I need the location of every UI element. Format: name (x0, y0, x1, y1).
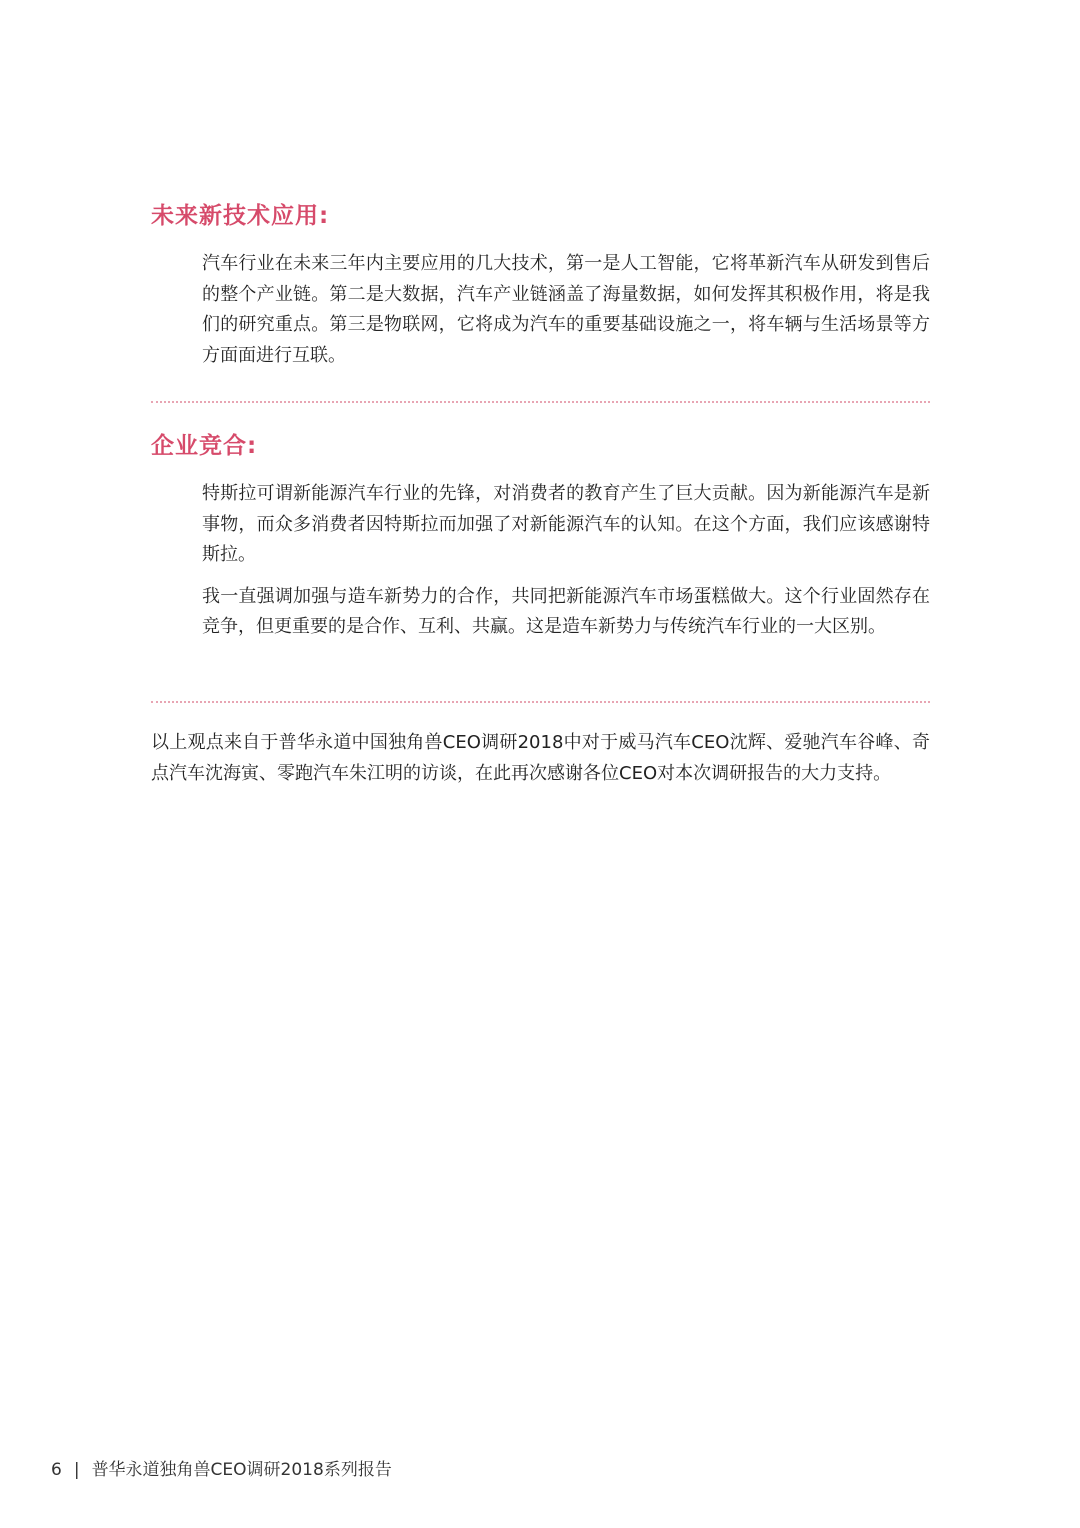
section-divider (151, 401, 930, 403)
page-footer (51, 1458, 392, 1482)
section-divider (151, 701, 930, 703)
paragraph: 特斯拉可谓新能源汽车行业的先锋，对消费者的教育产生了巨大贡献。因为新能源汽车是新事物，而众多消费者因特斯拉而加强了对新能源汽车的认知。在这个方面，我们应该感谢特斯拉。 (202, 483, 930, 565)
footer-separator: | (73, 1460, 80, 1480)
paragraph: 我一直强调加强与造车新势力的合作，共同把新能源汽车市场蛋糕做大。这个行业固然存在竞争，但更重要的是合作、互利、共赢。这是造车新势力与传统汽车行业的一大区别。 (202, 585, 930, 637)
page-number: 6 (51, 1460, 62, 1480)
footer-report-title: 普华永道独角兽CEO调研2018系列报告 (91, 1460, 392, 1480)
section-heading-competition: 企业竞合: (151, 433, 258, 459)
section-body-competition (202, 479, 930, 654)
paragraph: 汽车行业在未来三年内主要应用的几大技术，第一是人工智能，它将革新汽车从研发到售后的整个产业链。第二是大数据，汽车产业链涵盖了海量数据，如何发挥其积极作用，将是我们的研究重点。第三是物联网，它将成为汽车的重要基础设施之一，将车辆与生活场景等方方面面进行互联。 (202, 253, 930, 366)
section-heading-future-tech: 未来新技术应用: (151, 203, 330, 229)
section-body-future-tech (202, 249, 930, 382)
closing-note: 以上观点来自于普华永道中国独角兽CEO调研2018中对于威马汽车CEO沈辉、爱驰汽车谷峰、奇点汽车沈海寅、零跑汽车朱江明的访谈，在此再次感谢各位CEO对本次调研报告的大力支持。 (151, 732, 930, 784)
